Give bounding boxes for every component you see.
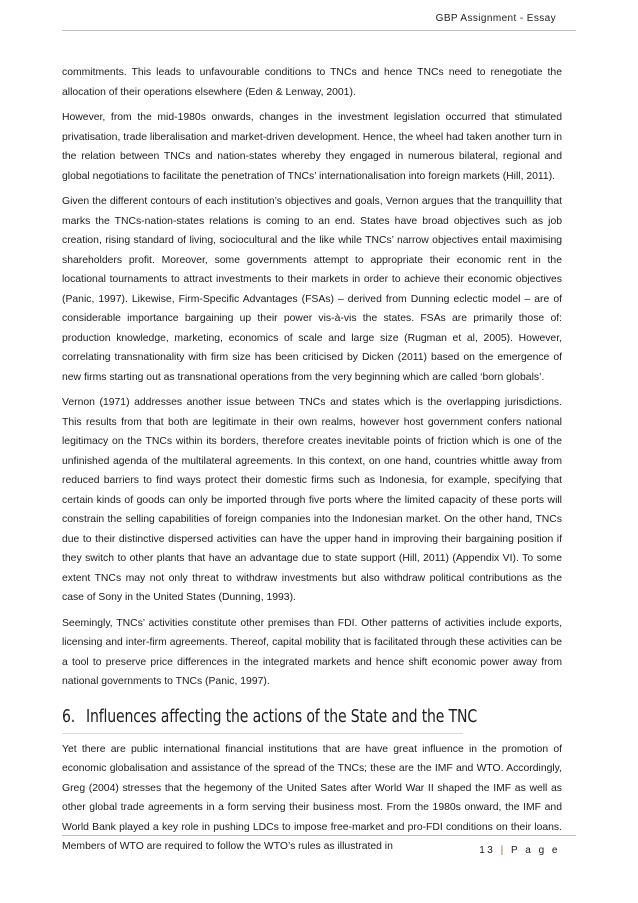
running-header: GBP Assignment - Essay — [435, 13, 556, 24]
page-body — [62, 63, 562, 863]
section-title: Influences affecting the actions of the State and the TNC — [86, 705, 477, 727]
paragraph: Given the different contours of each institution’s objectives and goals, Vernon argues that the tranquillity that marks the TNCs-nation-states relations is coming to an end. States have broad objectives such as job creation, rising standard of living, sociocultural and the like while TNCs’ narrow objectives entail maximising shareholders profit. Moreover, some governments attempt to appropriate their economic rent in the locational tournaments to attract investments to their markets in order to achieve their economic objectives (Panic, 1997). Likewise, Firm-Specific Advantages (FSAs) – derived from Dunning eclectic model – are of considerable importance bargaining up their power vis-à-vis the states. FSAs are primarily those of: production knowledge, marketing, economics of scale and large size (Rugman et al, 2005). However, correlating transnationality with firm size has been criticised by Dicken (2011) based on the emergence of new firms starting out as transnational operations from the very beginning which are called ‘born globals’. — [62, 196, 562, 383]
section-number: 6. — [62, 705, 76, 727]
paragraph: commitments. This leads to unfavourable conditions to TNCs and hence TNCs need to renegotiate the allocation of their operations elsewhere (Eden & Lenway, 2001). — [62, 67, 562, 98]
paragraph: Yet there are public international financial institutions that are have great influence in the promotion of economic globalisation and assistance of the spread of the TNCs; these are the IMF and WTO. Accordingly, Greg (2004) stresses that the hegemony of the United Sates after World War II shaped the IMF as well as other global trade agreements in a form serving their business most. From the 1980s onward, the IMF and World Bank played a key role in pushing LDCs to impose free-market and pro-FDI conditions on their loans. Members of WTO are required to follow the WTO’s rules as illustrated in — [62, 743, 562, 852]
footer-divider — [62, 835, 576, 836]
page-number: 13 — [479, 845, 496, 856]
page-footer — [479, 845, 560, 856]
paragraph: However, from the mid-1980s onwards, changes in the investment legislation occurred that stimulated privatisation, trade liberalisation and market-driven development. Hence, the wheel had taken another turn in the relation between TNCs and nation-states whereby they engaged in numerous bilateral, regional and global negotiations to facilitate the penetration of TNCs’ internationalisation into foreign markets (Hill, 2011). — [62, 112, 562, 182]
section-heading — [62, 705, 477, 734]
paragraph: Vernon (1971) addresses another issue between TNCs and states which is the overlapping jurisdictions. This results from that both are legitimate in their own realms, however host government confers national legitimacy on the TNCs within its borders, therefore creates inevitable points of friction which is one of the unfinished agenda of the multilateral agreements. In this context, on one hand, countries whittle away from reduced barriers to find ways protect their domestic firms such as Indonesia, for example, specifying that certain kinds of goods can only be imported through five ports where the limited capacity of these ports will constrain the selling capabilities of foreign companies into the Indonesian market. On the other hand, TNCs due to their distinctive dispersed activities can have the upper hand in improving their bargaining position if they switch to other plants that have an advantage due to state support (Hill, 2011) (Appendix VI). To some extent TNCs may not only threat to withdraw investments but also withdraw political contributions as the case of Sony in the United States (Dunning, 1993). — [62, 397, 562, 603]
paragraph: Seemingly, TNCs’ activities constitute other premises than FDI. Other patterns of activities include exports, licensing and inter-firm agreements. Thereof, capital mobility that is facilitated through these activities can be a tool to preserve price differences in the integrated markets and hence shift economic power away from national governments to TNCs (Panic, 1997). — [62, 617, 562, 687]
footer-separator: | — [500, 845, 506, 856]
page-label: P a g e — [510, 845, 560, 856]
header-divider — [62, 30, 576, 31]
